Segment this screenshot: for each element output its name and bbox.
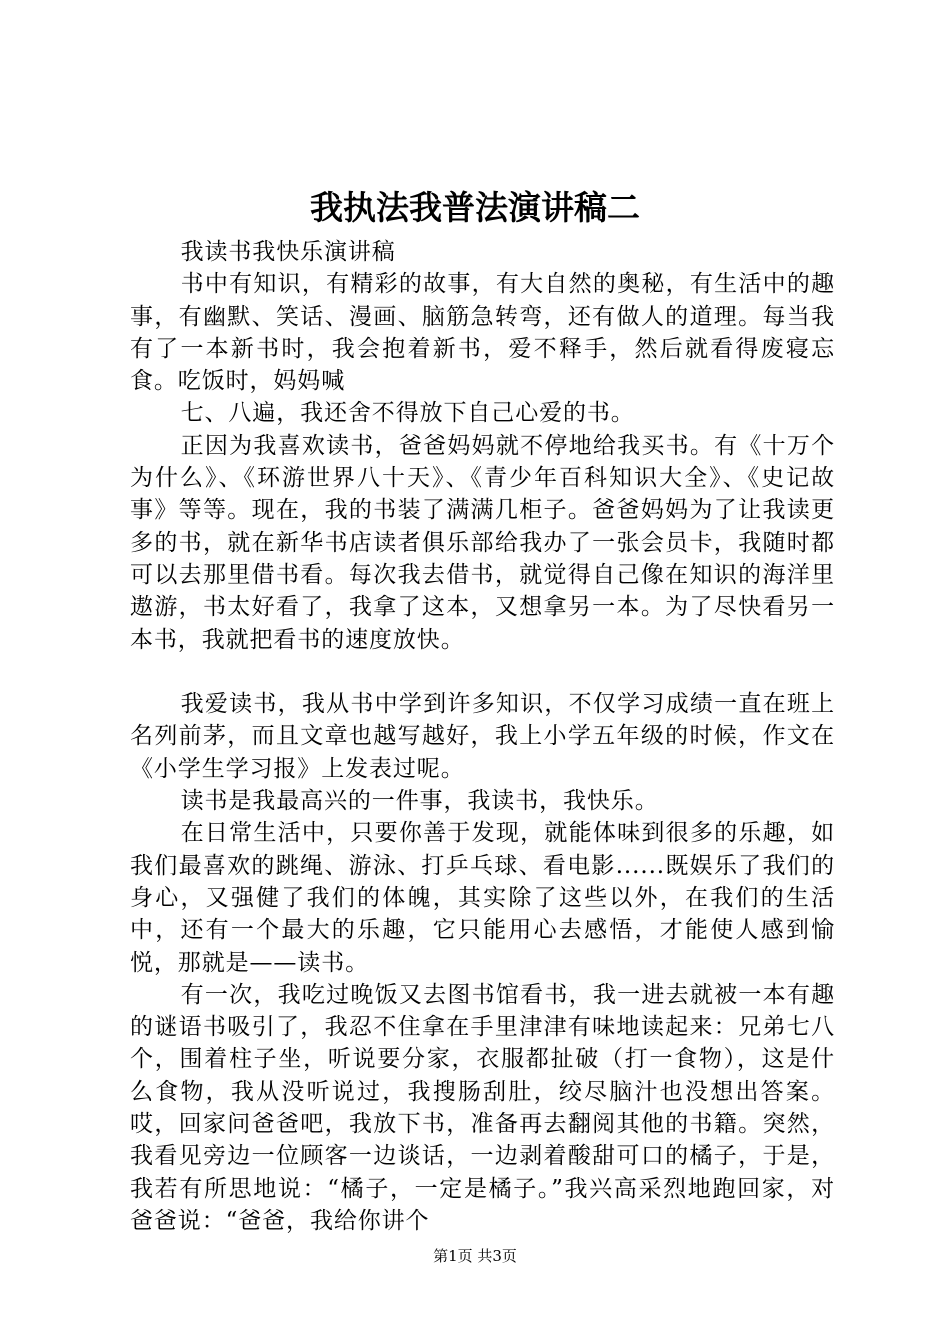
paragraph: 读书是我最高兴的一件事，我读书，我快乐。 <box>180 788 659 815</box>
document-body <box>130 236 835 1237</box>
paragraph: 我读书我快乐演讲稿 <box>180 239 396 265</box>
paragraph: 有一次，我吃过晚饭又去图书馆看书，我一进去就被一本有趣的谜语书吸引了，我忍不住拿在手里津津有味地读起来：兄弟七八个，围着柱子坐，听说要分家，衣服都扯破（打一食物），这是什么食物，我从没听说过，我搜肠刮肚，绞尽脑汁也没想出答案。哎，回家问爸爸吧，我放下书，准备再去翻阅其他的书籍。突然，我看见旁边一位顾客一边谈话，一边剥着酸甜可口的橘子，于是，我若有所思地说：“橘子，一定是橘子。”我兴高采烈地跑回家，对爸爸说：“爸爸，我给你讲个 <box>130 981 835 1234</box>
paragraph: 书中有知识，有精彩的故事，有大自然的奥秘，有生活中的趣事，有幽默、笑话、漫画、脑筋急转弯，还有做人的道理。每当我有了一本新书时，我会抱着新书，爱不释手，然后就看得废寝忘食。吃饭时，妈妈喊 <box>130 271 835 395</box>
document-title: 我执法我普法演讲稿二 <box>310 188 640 227</box>
paragraph: 我爱读书，我从书中学到许多知识，不仅学习成绩一直在班上名列前茅，而且文章也越写越好，我上小学五年级的时候，作文在《小学生学习报》上发表过呢。 <box>130 691 835 782</box>
paragraph: 在日常生活中，只要你善于发现，就能体味到很多的乐趣，如我们最喜欢的跳绳、游泳、打乒乓球、看电影......既娱乐了我们的身心，又强健了我们的体魄，其实除了这些以外，在我们的生活中，还有一个最大的乐趣，它只能用心去感悟，才能使人感到愉悦，那就是——读书。 <box>130 820 835 976</box>
paragraph-spacer <box>130 656 835 688</box>
page-footer: 第1页 共3页 <box>433 1247 517 1265</box>
paragraph: 正因为我喜欢读书，爸爸妈妈就不停地给我买书。有《十万个为什么》、《环游世界八十天》、《青少年百科知识大全》、《史记故事》等等。现在，我的书装了满满几柜子。爸爸妈妈为了让我读更多的书，就在新华书店读者俱乐部给我办了一张会员卡，我随时都可以去那里借书看。每次我去借书，就觉得自己像在知识的海洋里遨游，书太好看了，我拿了这本，又想拿另一本。为了尽快看另一本书，我就把看书的速度放快。 <box>130 432 835 653</box>
paragraph: 七、八遍，我还舍不得放下自己心爱的书。 <box>180 400 635 427</box>
